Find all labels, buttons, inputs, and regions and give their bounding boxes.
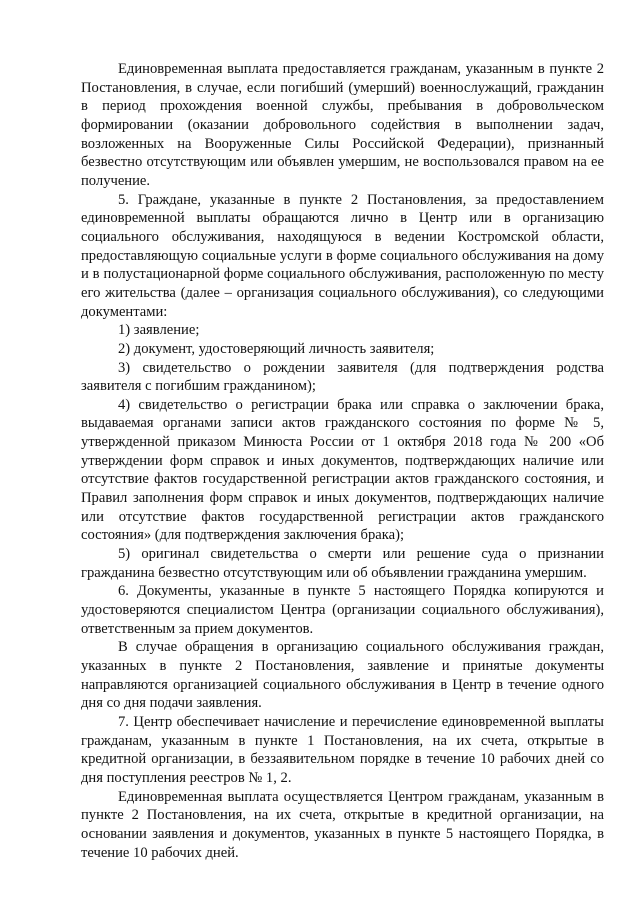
paragraph-item-7: 7. Центр обеспечивает начисление и перечисление единовременной выплаты гражданам, указанным в пункте 1 Постановления, на их счета, открытые в кредитной организации, в беззаявительном порядке в течение 10 рабочих дней со дня поступления реестров № 1, 2.: [81, 713, 604, 786]
list-item-marriage-certificate: 4) свидетельство о регистрации брака или справка о заключении брака, выдаваемая органами записи актов гражданского состояния по форме № 5, утвержденной приказом Минюста России от 1 октября 2018 года № 200 «Об утверждении форм справок и иных документов, подтверждающих наличие или отсутствие фактов государственной регистрации актов гражданского состояния, и Правил заполнения форм справок и иных документов, подтверждающих наличие или отсутствие фактов государственной регистрации актов гражданского состояния» (для подтверждения заключения брака);: [81, 396, 604, 544]
list-item-identity-document: 2) документ, удостоверяющий личность заявителя;: [118, 340, 435, 357]
document-body: [81, 60, 604, 862]
paragraph-item-7-continued: Единовременная выплата осуществляется Центром гражданам, указанным в пункте 2 Постановления, на их счета, открытые в кредитной организации, на основании заявления и документов, указанных в пункте 5 настоящего Порядка, в течение 10 рабочих дней.: [81, 788, 604, 861]
list-item-death-certificate: 5) оригинал свидетельства о смерти или решение суда о признании гражданина безвестно отсутствующим или об объявлении гражданина умершим.: [81, 546, 604, 581]
paragraph-item-6-continued: В случае обращения в организацию социального обслуживания граждан, указанных в пункте 2 Постановления, заявление и принятые документы направляются организацией социального обслуживания в Центр в течение одного дня со дня подачи заявления.: [81, 639, 604, 712]
paragraph-item-5: 5. Граждане, указанные в пункте 2 Постановления, за предоставлением единовременной выплаты обращаются лично в Центр или в организацию социального обслуживания, находящуюся в ведении Костромской области, предоставляющую социальные услуги в форме социального обслуживания на дому и в полустационарной форме социального обслуживания, расположенную по месту его жительства (далее – организация социального обслуживания), со следующими документами:: [81, 191, 604, 320]
paragraph-payment-conditions: Единовременная выплата предоставляется гражданам, указанным в пункте 2 Постановления, в случае, если погибший (умерший) военнослужащий, гражданин в период прохождения военной службы, пребывания в добровольческом формировании (оказании добровольного содействия в выполнении задач, возложенных на Вооруженные Силы Российской Федерации), признанный безвестно отсутствующим или объявлен умершим, не воспользовался правом на ее получение.: [81, 61, 604, 189]
list-item-birth-certificate: 3) свидетельство о рождении заявителя (для подтверждения родства заявителя с погибшим гражданином);: [81, 359, 604, 395]
list-item-application: 1) заявление;: [118, 322, 200, 339]
paragraph-item-6: 6. Документы, указанные в пункте 5 настоящего Порядка копируются и удостоверяются специалистом Центра (организации социального обслуживания), ответственным за прием документов.: [81, 583, 604, 637]
